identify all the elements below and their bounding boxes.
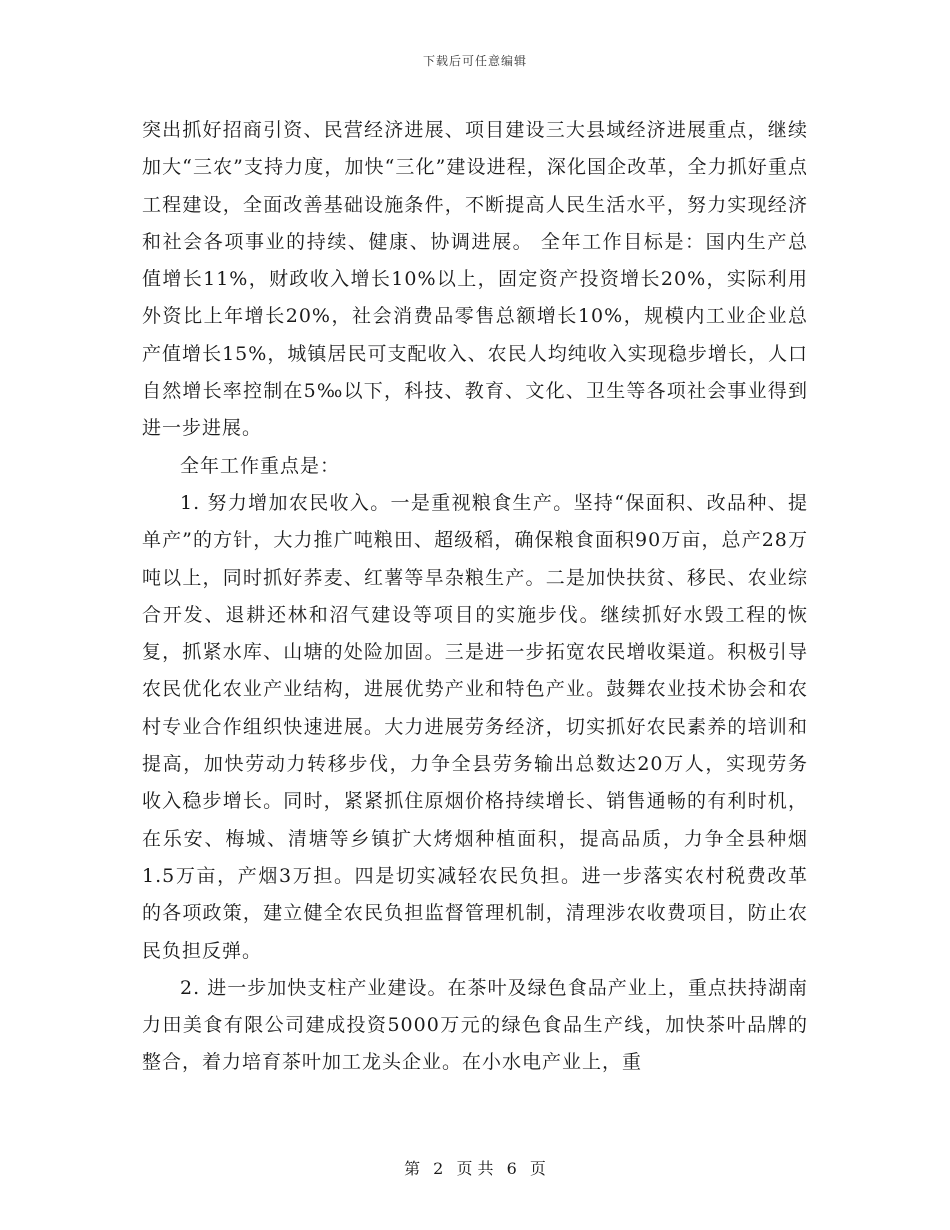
footer-total-pages: 6 (506, 1159, 517, 1178)
page-header (0, 52, 950, 69)
paragraph-intro: 突出抓好招商引资、民营经济进展、项目建设三大县域经济进展重点，继续加大“三农”支持力度，加快“三化”建设进程，深化国企改革，全力抓好重点工程建设，全面改善基础设施条件，不断提高人民生活水平，努力实现经济和社会各项事业的持续、健康、协调进展。 全年工作目标是：国内生产总值增长11%，财政收入增长10%以上，固定资产投资增长20%，实际利用外资比上年增长20%，社会消费品零售总额增长10%，规模内工业企业总产值增长15%，城镇居民可支配收入、农民人均纯收入实现稳步增长，人口自然增长率控制在5‰以下，科技、教育、文化、卫生等各项社会事业得到进一步进展。 (142, 119, 808, 440)
footer-prefix: 第 (404, 1159, 421, 1178)
page-footer (0, 1156, 950, 1179)
footer-page-number: 2 (433, 1159, 444, 1178)
header-note: 下载后可任意编辑 (422, 54, 527, 68)
paragraph-pillar-industry: 2. 进一步加快支柱产业建设。在茶叶及绿色食品产业上，重点扶持湖南力田美食有限公司建成投资5000万元的绿色食品生产线，加快茶叶品牌的整合，着力培育茶叶加工龙头企业。在小水电产业上，重 (142, 976, 808, 1074)
footer-mid: 页 共 (456, 1159, 494, 1178)
document-body (142, 112, 808, 1082)
footer-suffix: 页 (529, 1159, 546, 1178)
paragraph-key-points-heading: 全年工作重点是： (180, 454, 341, 477)
paragraph-farmer-income: 1. 努力增加农民收入。一是重视粮食生产。坚持“保面积、改品种、提单产”的方针，大力推广吨粮田、超级稻，确保粮食面积90万亩，总产28万吨以上，同时抓好荞麦、红薯等旱杂粮生产。二是加快扶贫、移民、农业综合开发、退耕还林和沼气建设等项目的实施步伐。继续抓好水毁工程的恢复，抓紧水库、山塘的处险加固。三是进一步拓宽农民增收渠道。积极引导农民优化农业产业结构，进展优势产业和特色产业。鼓舞农业技术协会和农村专业合作组织快速进展。大力进展劳务经济，切实抓好农民素养的培训和提高，加快劳动力转移步伐，力争全县劳务输出总数达20万人，实现劳务收入稳步增长。同时，紧紧抓住原烟价格持续增长、销售通畅的有利时机，在乐安、梅城、清塘等乡镇扩大烤烟种植面积，提高品质，力争全县种烟1.5万亩，产烟3万担。四是切实减轻农民负担。进一步落实农村税费改革的各项政策，建立健全农民负担监督管理机制，清理涉农收费项目，防止农民负担反弹。 (142, 491, 808, 962)
